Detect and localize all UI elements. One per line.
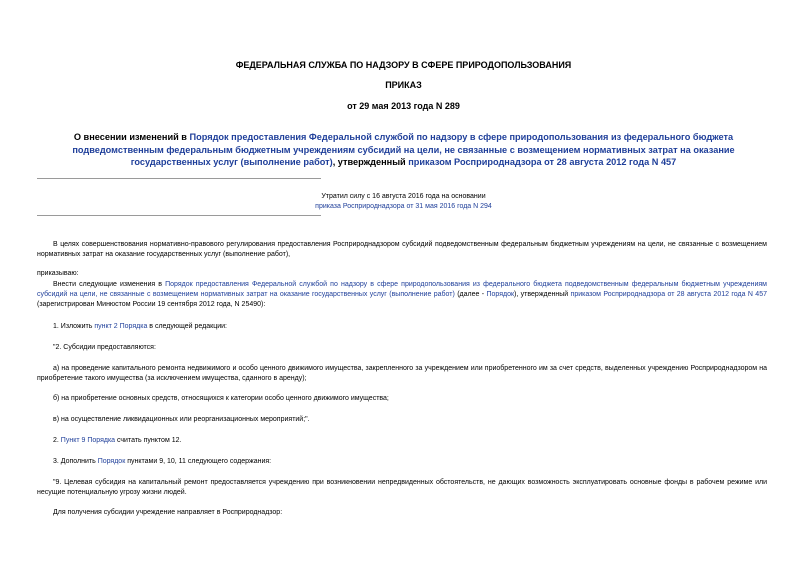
- divider-top: [37, 178, 321, 179]
- paragraph-item-a: а) на проведение капитального ремонта недвижимого и особо ценного движимого имущества, закрепленного за учреждением или приобретенного им за счет средств, выделенных учреждению Росприроднадзором на приобретение такого имущества (за исключением имущества, сданного в аренду);: [37, 365, 767, 382]
- item-2-link[interactable]: Пункт 9 Порядка: [60, 437, 116, 444]
- changes-text-2: (далее -: [454, 290, 487, 298]
- item-3-text-1: 3. Дополнить: [53, 458, 98, 465]
- changes-link-procedure[interactable]: Порядок предоставления Федеральной службой по надзору в сфере природопользования из федерального бюджета подведомственным федеральным бюджетным учреждениям субсидий на цели, не связанные с возмещением нормативных затрат на оказание государственных услуг (выполнение работ): [37, 281, 767, 298]
- status-note-line: Утратил силу с 16 августа 2016 года на основании: [321, 193, 486, 200]
- item-1-text-1: 1. Изложить: [53, 323, 95, 330]
- document-title: [36, 131, 771, 169]
- title-link-order-457[interactable]: приказом Росприроднадзора от 28 августа 2012 года N 457: [408, 157, 677, 167]
- status-note-link: [0, 202, 807, 212]
- item-1-text-2: в следующей редакции:: [147, 323, 227, 330]
- paragraph-item-v: в) на осуществление ликвидационных или реорганизационных мероприятий;".: [53, 416, 310, 423]
- item-2-text-1: 2.: [53, 437, 61, 444]
- changes-text-3: ), утвержденный: [514, 290, 571, 298]
- status-note-order-294-link[interactable]: приказа Росприроднадзора от 31 мая 2016 года N 294: [315, 203, 492, 210]
- changes-link-order-457[interactable]: приказом Росприроднадзора от 28 августа 2012 года N 457: [570, 290, 767, 298]
- changes-text-4: (зарегистрирован Минюстом России 19 сентября 2012 года, N 25490):: [37, 300, 266, 308]
- item-3-link[interactable]: Порядок: [97, 458, 126, 465]
- paragraph-changes: [37, 280, 767, 309]
- item-3-text-2: пунктами 9, 10, 11 следующего содержания:: [125, 458, 272, 465]
- item-2-text-2: считать пунктом 12.: [115, 437, 182, 444]
- divider-bottom: [37, 215, 321, 216]
- agency-heading: ФЕДЕРАЛЬНАЯ СЛУЖБА ПО НАДЗОРУ В СФЕРЕ ПРИРОДОПОЛЬЗОВАНИЯ: [235, 60, 572, 70]
- paragraph-item-2: [37, 436, 767, 446]
- paragraph-item-1: [37, 322, 767, 332]
- paragraph-item-b: б) на приобретение основных средств, относящихся к категории особо ценного движимого имущества;: [53, 395, 389, 402]
- title-link-procedure[interactable]: Порядок предоставления Федеральной службой по надзору в сфере природопользования из федерального бюджета подведомственным федеральным бюджетным учреждениям субсидий на цели, не связанные с возмещением нормативных затрат на оказание государственных услуг (выполнение работ): [72, 132, 735, 167]
- paragraph-preamble: В целях совершенствования нормативно-правового регулирования предоставления Росприроднадзором субсидий подведомственным федеральным бюджетным учреждениям на цели, не связанные с возмещением нормативных затрат на оказание государственных услуг (выполнение работ),: [37, 241, 767, 258]
- paragraph-item-9: "9. Целевая субсидия на капитальный ремонт предоставляется учреждению при возникновении непредвиденных обстоятельств, не дающих возможность эксплуатировать основные фонды в рабочем режиме или несущие потенциальную угрозу жизни людей.: [37, 479, 767, 496]
- paragraph-subsidy-request: Для получения субсидии учреждение направляет в Росприроднадзор:: [53, 509, 283, 516]
- paragraph-item-3: [37, 457, 767, 467]
- title-text-1: О внесении изменений в: [73, 132, 190, 142]
- title-text-2: , утвержденный: [332, 157, 409, 167]
- doc-date-heading: от 29 мая 2013 года N 289: [347, 101, 460, 111]
- paragraph-subsidies-intro: "2. Субсидии предоставляются:: [53, 344, 156, 351]
- paragraph-order-word: приказываю:: [37, 270, 79, 277]
- item-1-link[interactable]: пункт 2 Порядка: [94, 323, 148, 330]
- changes-text-1: Внести следующие изменения в: [53, 281, 166, 288]
- doc-type-heading: ПРИКАЗ: [385, 80, 422, 90]
- changes-link-short[interactable]: Порядок: [486, 290, 515, 298]
